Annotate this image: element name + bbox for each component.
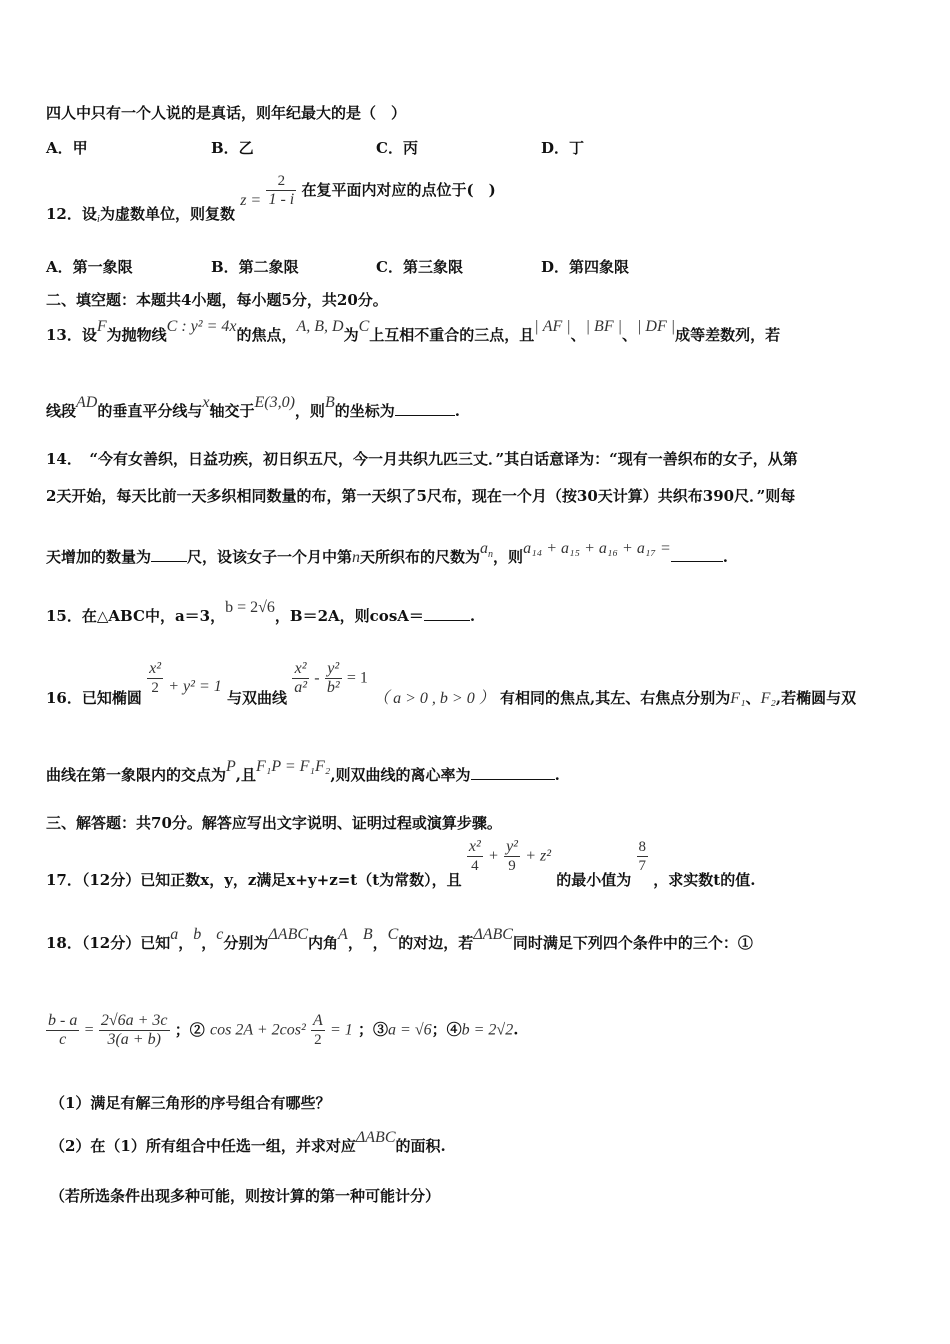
q18-line1: 18．（12分）已知a，b，c分别为ΔABC内角A，B，C的对边，若ΔABC同时满足下列四个条件中的三个：① — [46, 926, 753, 952]
q13-line2: 线段AD的垂直平分线与x轴交于E(3,0)，则B的坐标为 . — [46, 394, 460, 420]
q16-answer-blank[interactable] — [471, 765, 555, 780]
q15-text: 15．在△ABC中，a＝3，b = 2√6，B＝2A，则cosA＝ . — [46, 599, 476, 625]
q18-note: （若所选条件出现多种可能，则按计算的第一种可能计分） — [50, 1187, 441, 1205]
q12-option-d: D．第四象限 — [541, 258, 630, 276]
q11-option-b: B．乙 — [211, 139, 254, 157]
q12-option-b: B．第二象限 — [211, 258, 299, 276]
q18-conditions: $\frac{b - a}{c}$ = $\frac{2√6a + 3c}{3(a + b)}$ ；② cos 2A + 2cos² $\frac{A}{2}$ = 1 ；③a = √6；④b = 2√2. — [48, 1012, 519, 1048]
q15-answer-blank[interactable] — [424, 606, 470, 621]
q13-line1: 13．设F为抛物线C : y² = 4x的焦点，A, B, D为C上互相不重合的三点，且| AF |、| BF |、| DF |成等差数列，若 — [46, 318, 781, 344]
q14-blank-2[interactable] — [671, 547, 723, 562]
q16-line2: 曲线在第一象限内的交点为P,且F₁P = F₁F₂,则双曲线的离心率为 . — [46, 758, 560, 784]
q11-option-c: C．丙 — [376, 139, 418, 157]
q18-subquestion-1: （1）满足有解三角形的序号组合有哪些？ — [50, 1094, 331, 1112]
q16-line1: 16．已知椭圆 $\frac{\text{x²}}{2}$ + y² = 1 与双曲线 $\frac{\text{x²}}{\text{a²}}$ - $\frac{\text{y²}}{\text{b²}}$ = 1 （ a > 0 , b > 0 ） 有相同的焦点,其左、右焦点分别为F₁、F₂,若椭圆与双 — [46, 660, 857, 707]
q12-option-c: C．第三象限 — [376, 258, 463, 276]
q11-option-d: D．丁 — [541, 139, 585, 157]
q14-line3: 天增加的数量为 尺，设该女子一个月中第n天所织布的尺数为$a_n$，则a₁₄ + a₁₅ + a₁₆ + a₁₇ = . — [46, 540, 728, 566]
section-solution-title: 三、解答题：共70分。解答应写出文字说明、证明过程或演算步骤。 — [46, 814, 502, 832]
q14-blank-1[interactable] — [151, 547, 187, 562]
q11-text: 四人中只有一个人说的是真话，则年纪最大的是（ ） — [46, 104, 407, 122]
q13-answer-blank[interactable] — [395, 401, 455, 416]
q12-stem: 12．设$_i$为虚数单位，则复数 z = $\frac{2}{1 - i}$ 在复平面内对应的点位于( ) — [46, 173, 496, 225]
section-fill-in-title: 二、填空题：本题共4小题，每小题5分，共20分。 — [46, 291, 388, 309]
q18-subquestion-2: （2）在（1）所有组合中任选一组，并求对应ΔABC的面积. — [50, 1129, 446, 1155]
q14-line1: 14． “今有女善织，日益功疾，初日织五尺，今一月共织九匹三丈．”其白话意译为：“现有一善织布的女子，从第 — [46, 450, 798, 468]
q17-text: 17．（12分）已知正数x，y，z满足x+y+z=t（t为常数），且 $\frac{\text{x²}}{4}$ + $\frac{\text{y²}}{9}$ + z² 的最小值为 $\frac{8}{7}$ ，求实数t的值. — [46, 838, 756, 889]
q12-option-a: A．第一象限 — [46, 258, 133, 276]
q11-option-a: A．甲 — [46, 139, 88, 157]
q14-line2: 2天开始，每天比前一天多织相同数量的布，第一天织了5尺布，现在一个月（按30天计算）共织布390尺．”则每 — [46, 487, 796, 505]
q12-fraction: $\frac{2}{1 - i}$ — [268, 173, 295, 208]
